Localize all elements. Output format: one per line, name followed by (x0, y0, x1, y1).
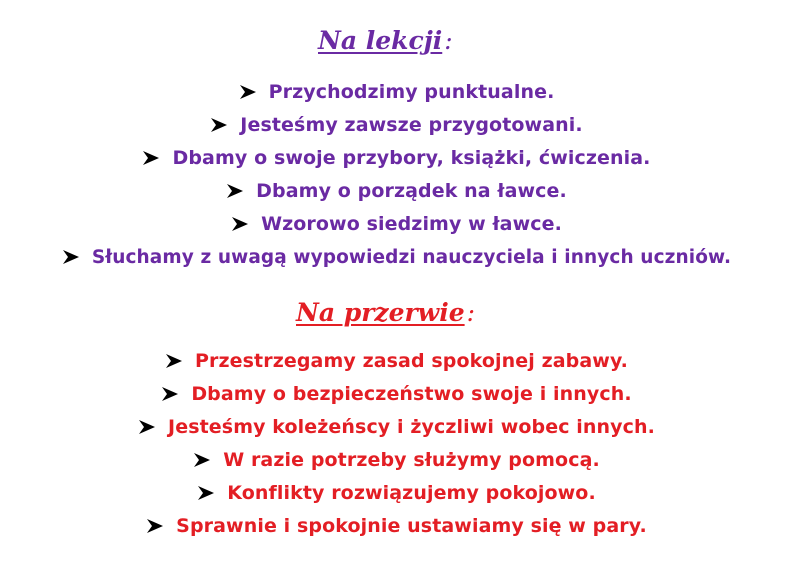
break-rule-text: Sprawnie i spokojnie ustawiamy się w pary. (176, 515, 647, 537)
break-rule-item (0, 345, 793, 378)
break-rules-colon: : (466, 298, 476, 327)
lesson-rule-text: Wzorowo siedzimy w ławce. (261, 213, 562, 235)
arrowhead-bullet-icon (146, 519, 164, 533)
break-rule-text: Jesteśmy koleżeńscy i życzliwi wobec innych. (168, 416, 655, 438)
lesson-rule-text: Przychodzimy punktualne. (268, 81, 555, 103)
arrowhead-bullet-icon (226, 184, 244, 198)
lesson-rule-item (0, 175, 793, 208)
lesson-rules-colon: : (444, 26, 453, 55)
arrowhead-bullet-icon (142, 151, 160, 165)
arrowhead-bullet-icon (231, 217, 249, 231)
arrowhead-bullet-icon (62, 250, 80, 264)
lesson-rule-item (0, 208, 793, 241)
arrowhead-bullet-icon (193, 453, 211, 467)
lesson-rule-item (0, 142, 793, 175)
break-rules-list (0, 345, 793, 543)
lesson-rules-heading (318, 26, 453, 56)
break-rule-text: W razie potrzeby służymy pomocą. (223, 449, 600, 471)
lesson-rule-item (0, 241, 793, 274)
break-rule-text: Konflikty rozwiązujemy pokojowo. (227, 482, 596, 504)
lesson-rule-item (0, 109, 793, 142)
arrowhead-bullet-icon (197, 486, 215, 500)
break-rule-item (0, 411, 793, 444)
lesson-rule-item (0, 76, 793, 109)
break-rule-text: Dbamy o bezpieczeństwo swoje i innych. (191, 383, 632, 405)
arrowhead-bullet-icon (239, 85, 257, 99)
arrowhead-bullet-icon (161, 387, 179, 401)
arrowhead-bullet-icon (210, 118, 228, 132)
break-rule-item (0, 378, 793, 411)
break-rule-item (0, 477, 793, 510)
lesson-rule-text: Jesteśmy zawsze przygotowani. (240, 114, 583, 136)
lesson-rule-text: Dbamy o porządek na ławce. (256, 180, 567, 202)
lesson-rules-list (0, 76, 793, 274)
lesson-rule-text: Słuchamy z uwagą wypowiedzi nauczyciela i innych uczniów. (91, 247, 732, 268)
arrowhead-bullet-icon (138, 420, 156, 434)
lesson-rule-text: Dbamy o swoje przybory, książki, ćwiczenia. (172, 147, 651, 169)
break-rules-title: Na przerwie (296, 298, 465, 327)
arrowhead-bullet-icon (165, 354, 183, 368)
lesson-rules-title: Na lekcji (318, 26, 443, 55)
break-rule-item (0, 510, 793, 543)
break-rules-heading (296, 298, 475, 328)
break-rule-item (0, 444, 793, 477)
break-rule-text: Przestrzegamy zasad spokojnej zabawy. (195, 350, 628, 372)
